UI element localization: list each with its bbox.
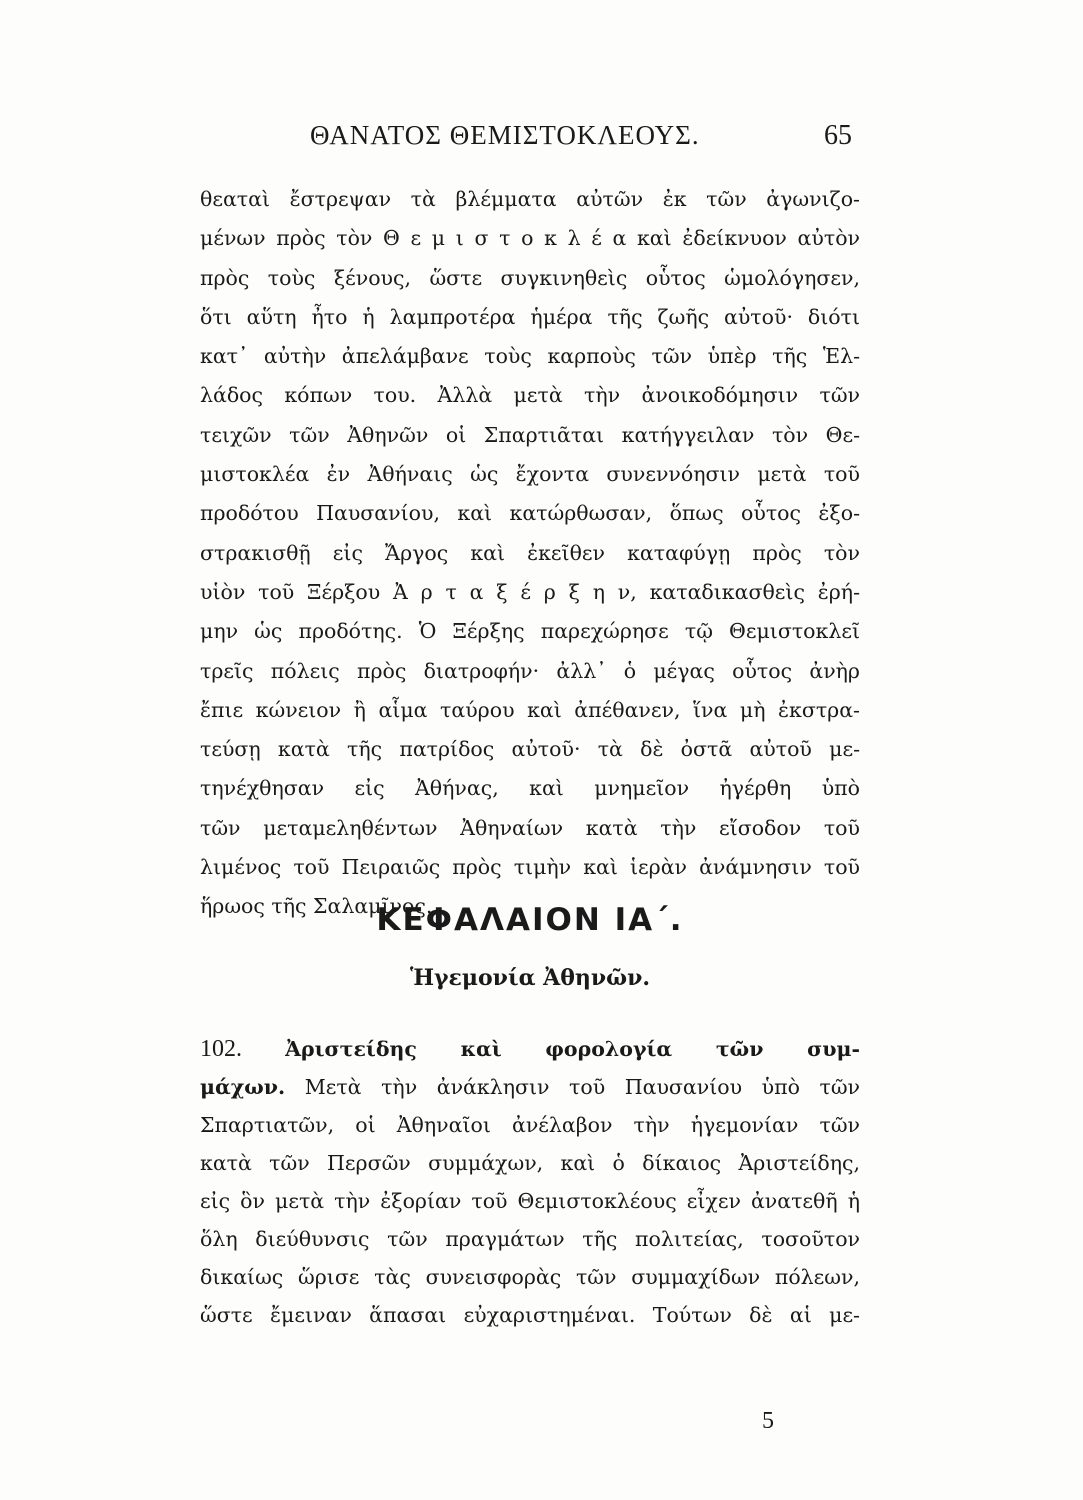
text-line: δικαίως ὥρισε τὰς συνεισφορὰς τῶν συμμαχίδων πόλεων, [200, 1265, 860, 1289]
text-line: κατ᾽ αὐτὴν ἀπελάμβανε τοὺς καρποὺς τῶν ὑπὲρ τῆς Ἑλ- [200, 344, 860, 369]
section-number: 102. [200, 1036, 242, 1062]
text-line: ἔπιε κώνειον ἢ αἷμα ταύρου καὶ ἀπέθανεν, ἵνα μὴ ἐκστρα- [200, 697, 860, 722]
signature-mark: 5 [762, 1408, 774, 1434]
text-line: ὅτι αὕτη ἦτο ἡ λαμπροτέρα ἡμέρα τῆς ζωῆς αὐτοῦ· διότι [200, 304, 860, 329]
text-line: Σπαρτιατῶν, οἱ Ἀθηναῖοι ἀνέλαβον τὴν ἡγεμονίαν τῶν [200, 1113, 860, 1137]
section-heading-line [200, 1068, 860, 1106]
section-heading-line [200, 1030, 860, 1068]
text-line: προδότου Παυσανίου, καὶ κατώρθωσαν, ὅπως οὗτος ἐξο- [200, 501, 860, 526]
text-line: μην ὡς προδότης. Ὁ Ξέρξης παρεχώρησε τῷ Θεμιστοκλεῖ [200, 619, 860, 644]
text-line: εἰς ὃν μετὰ τὴν ἐξορίαν τοῦ Θεμιστοκλέους εἶχεν ἀνατεθῆ ἡ [200, 1189, 860, 1213]
section-text: Μετὰ τὴν ἀνάκλησιν τοῦ Παυσανίου ὑπὸ τῶν [304, 1075, 860, 1099]
text-line: λάδος κόπων του. Ἀλλὰ μετὰ τὴν ἀνοικοδόμησιν τῶν [200, 383, 860, 408]
text-line: κατὰ τῶν Περσῶν συμμάχων, καὶ ὁ δίκαιος Ἀριστείδης, [200, 1151, 860, 1175]
text-line: τρεῖς πόλεις πρὸς διατροφήν· ἀλλ᾽ ὁ μέγας οὗτος ἀνὴρ [200, 658, 860, 683]
text-line: ὥστε ἔμειναν ἅπασαι εὐχαριστημέναι. Τούτων δὲ αἱ με- [200, 1303, 860, 1327]
text-line: μένων πρὸς τὸν Θ ε μ ι σ τ ο κ λ έ α καὶ ἐδείκνυον αὐτὸν [200, 226, 860, 251]
page-number: 65 [824, 120, 852, 151]
chapter-subtitle: Ἡγεμονία Ἀθηνῶν. [409, 965, 651, 991]
text-line: υἱὸν τοῦ Ξέρξου Ἀ ρ τ α ξ έ ρ ξ η ν, καταδικασθεὶς ἐρή- [200, 579, 860, 604]
section-title: Ἀριστείδης καὶ φορολογία τῶν συμ- [285, 1037, 860, 1061]
text-line: ὅλη διεύθυνσις τῶν πραγμάτων τῆς πολιτείας, τοσοῦτον [200, 1227, 860, 1251]
section-102 [200, 1030, 860, 1334]
text-line: πρὸς τοὺς ξένους, ὥστε συγκινηθεὶς οὗτος ὡμολόγησεν, [200, 265, 860, 290]
text-line: στρακισθῇ εἰς Ἄργος καὶ ἐκεῖθεν καταφύγῃ πρὸς τὸν [200, 540, 860, 565]
text-line: ἥρωος τῆς Σαλαμῖνος. [200, 894, 433, 919]
chapter-heading: ΚΕΦΑΛΑΙΟΝ ΙΑ΄. [376, 902, 684, 938]
text-line: μιστοκλέα ἐν Ἀθήναις ὡς ἔχοντα συνεννόησιν μετὰ τοῦ [200, 462, 860, 487]
running-title: ΘΑΝΑΤΟΣ ΘΕΜΙΣΤΟΚΛΕΟΥΣ. [310, 120, 700, 150]
running-head [200, 120, 860, 164]
section-title-continued: μάχων. [200, 1075, 286, 1099]
text-line: λιμένος τοῦ Πειραιῶς πρὸς τιμὴν καὶ ἱερὰν ἀνάμνησιν τοῦ [200, 855, 860, 880]
text-line: τηνέχθησαν εἰς Ἀθήνας, καὶ μνημεῖον ἠγέρθη ὑπὸ [200, 776, 860, 801]
paragraph-themistocles-death [200, 180, 860, 927]
text-line: τῶν μεταμεληθέντων Ἀθηναίων κατὰ τὴν εἴσοδον τοῦ [200, 815, 860, 840]
text-line: τειχῶν τῶν Ἀθηνῶν οἱ Σπαρτιᾶται κατήγγειλαν τὸν Θε- [200, 422, 860, 447]
text-line: θεαταὶ ἔστρεψαν τὰ βλέμματα αὐτῶν ἐκ τῶν ἀγωνιζο- [200, 187, 860, 211]
text-line: τεύσῃ κατὰ τῆς πατρίδος αὐτοῦ· τὰ δὲ ὀστᾶ αὐτοῦ με- [200, 737, 860, 762]
